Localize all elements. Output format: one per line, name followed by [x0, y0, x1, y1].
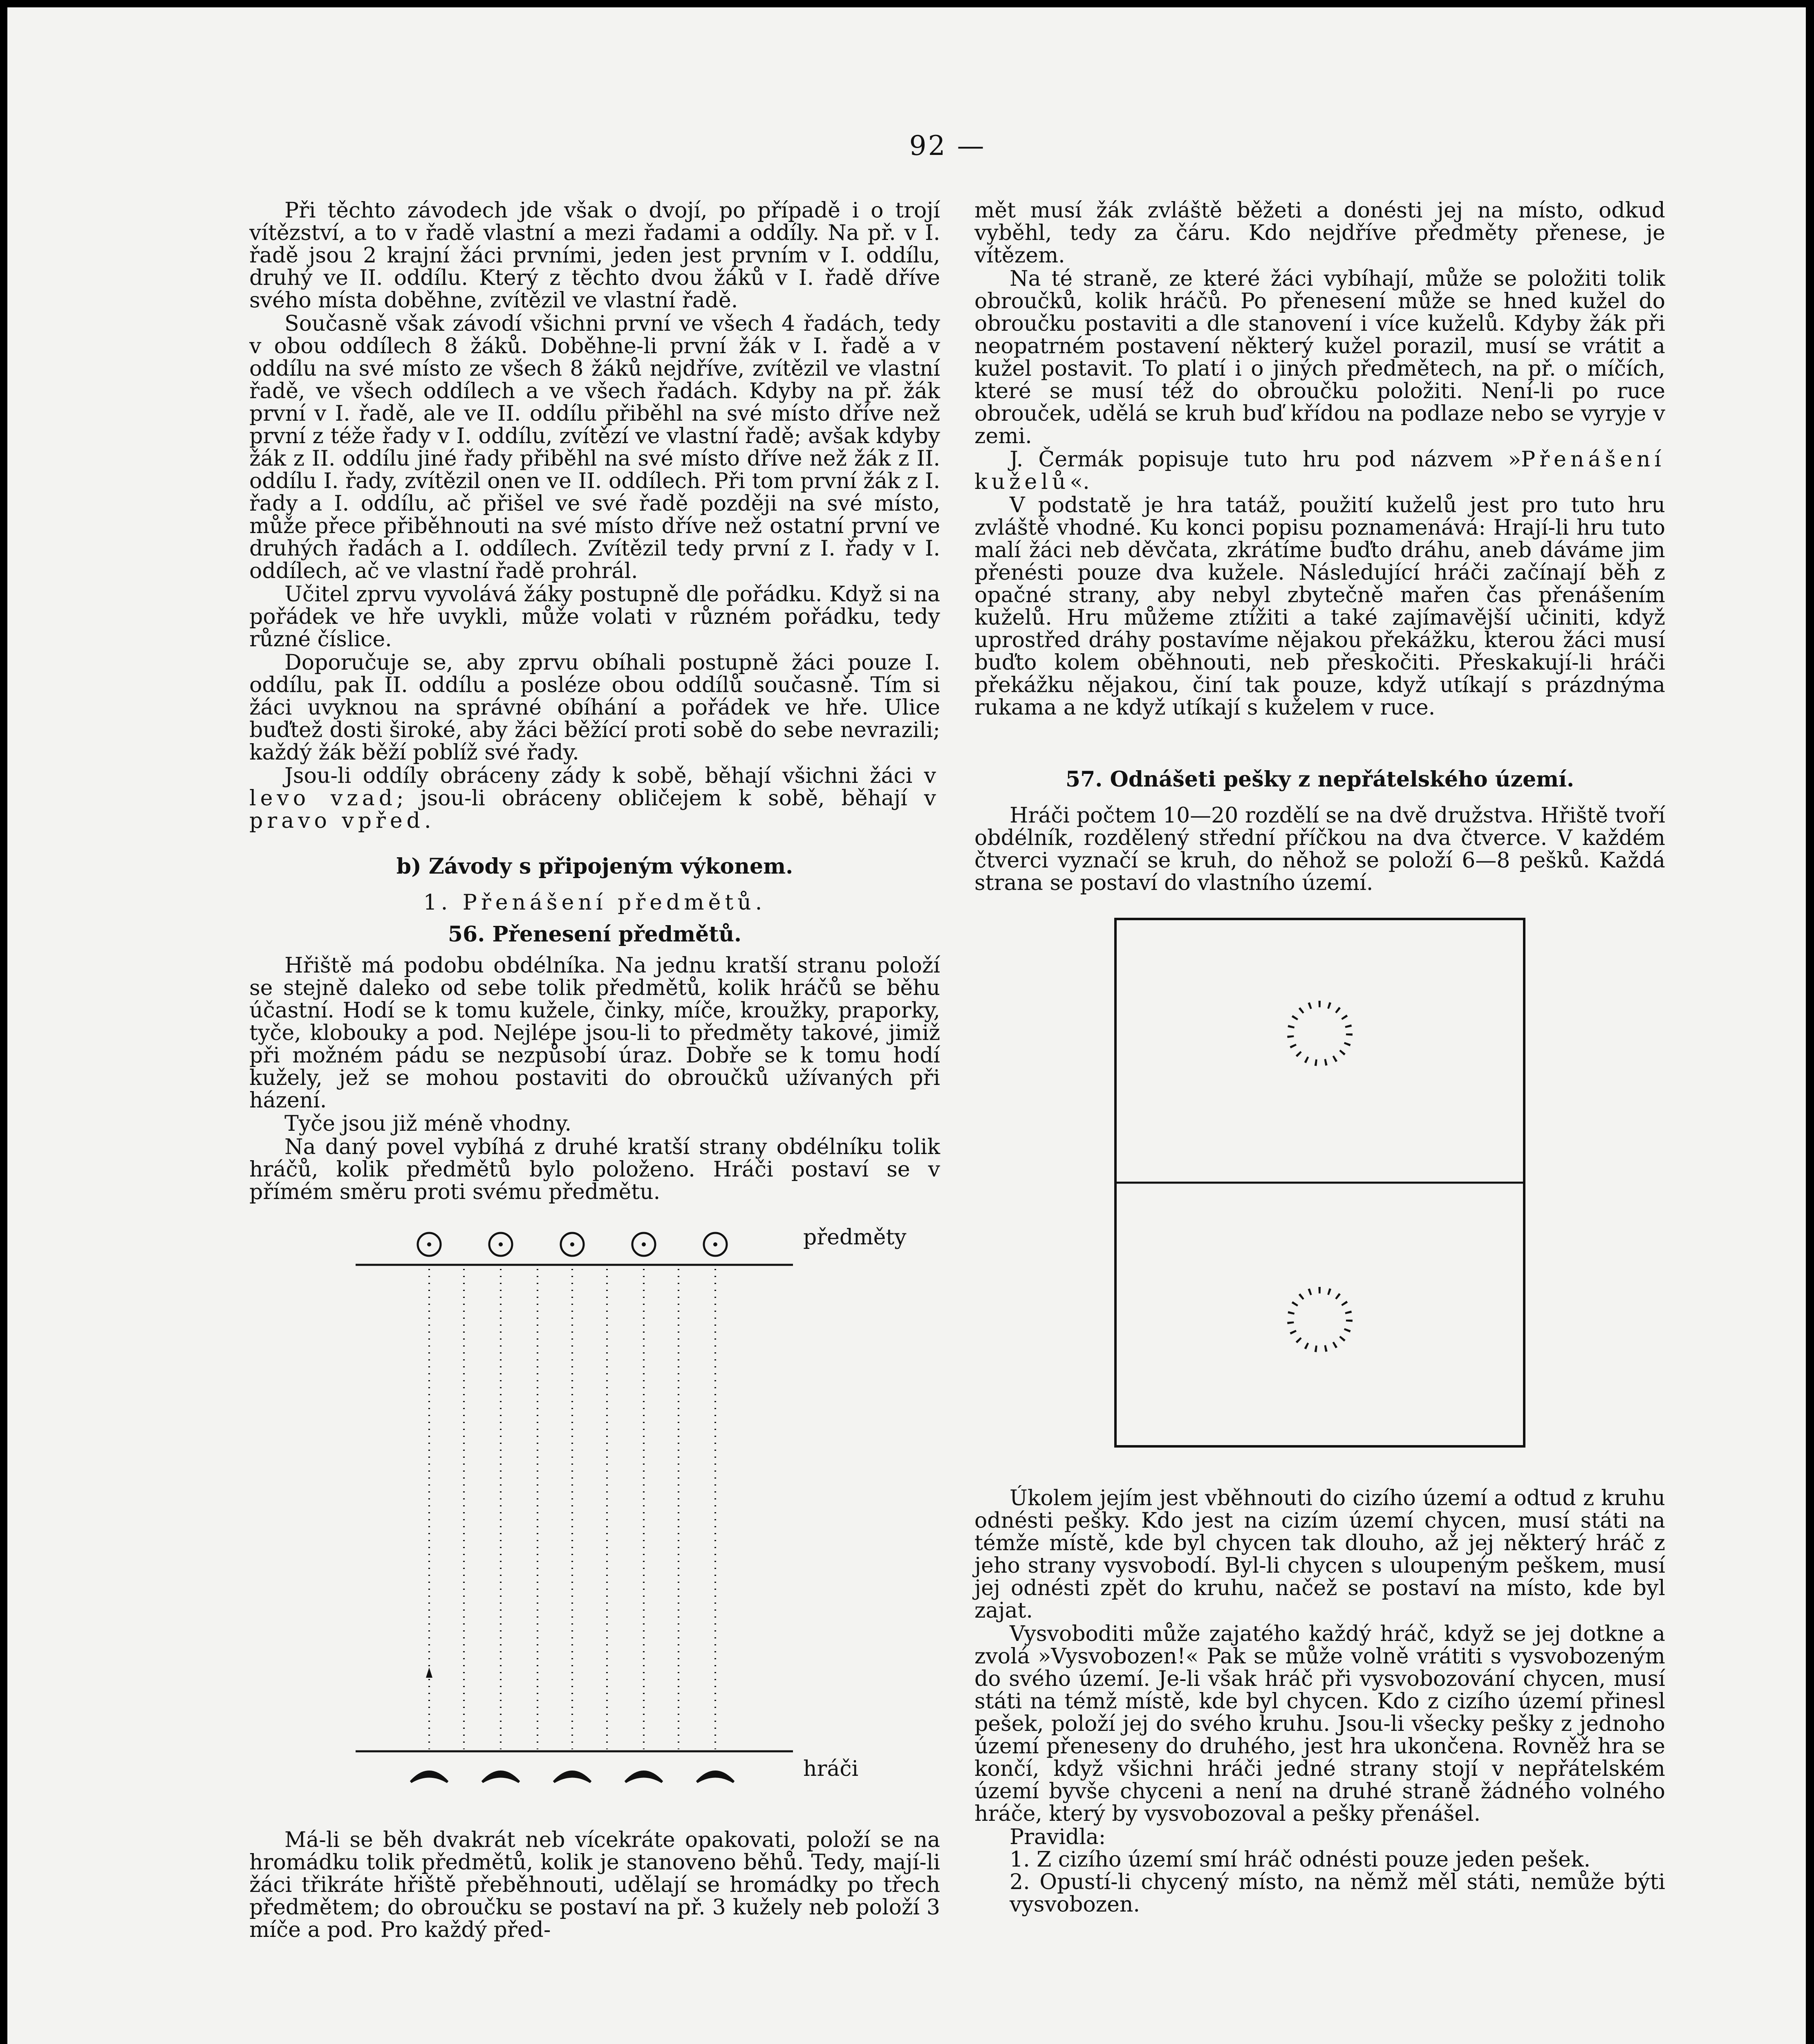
paragraph: V podstatě je hra tatáž, použití kuželů jest pro tuto hru zvláště vhodné. Ku konci popisu poznamenává: Hrají-li hru tuto malí žáci neb děvčata, zkrátíme buďto dráhu, aneb dáváme jim přenésti pouze dva kužele. Následující hráči začínají běh z opačné strany, aby nebyl zbytečně mařen čas přenášením kuželů. Hru můžeme ztížiti a také zajímavější učiniti, když uprostřed dráhy postavíme nějakou překážku, kterou žáci musí buďto kolem oběhnouti, neb přeskočiti. Přeskakují-li hráči překážku nějakou, činí tak pouze, když utíkají s prázdnýma rukama a ne když utíkají s kuželem v ruce. [974, 493, 1665, 720]
subsection-heading: 1. Přenášení předmětů. [423, 890, 766, 915]
paragraph: Současně však závodí všichni první ve všech 4 řadách, tedy v obou oddílech 8 žáků. Doběhne-li první žák v I. řadě a v oddílu na své místo ze všech 8 žáků nejdříve, zvítězil ve vlastní řadě, ve všech oddílech a ve všech řadách. Kdyby na př. žák první v I. řadě, ale ve II. oddílu přiběhl na své místo dříve než první z téže řady v I. oddílu, zvítězí ve vlastní řadě; avšak kdyby žák z II. oddílu jiné řady přiběhl na své místo dříve než žák z II. oddílu I. řady, zvítězil onen ve II. oddílech. Při tom první žák z I. řady a I. oddílu, ač přišel ve své řadě později na své místo, může přece přiběhnouti na své místo dříve než ostatní první ve druhých řadách a I. oddílech. Zvítězil tedy první z I. řady v I. oddílech, ač ve vlastní řadě prohrál. [249, 312, 940, 583]
paragraph: Hřiště má podobu obdélníka. Na jednu kratší stranu položí se stejně daleko od sebe tolik předmětů, kolik hráčů se běhu účastní. Hodí se k tomu kužele, činky, míče, kroužky, praporky, tyče, klobouky a pod. Nejlépe jsou-li to předměty takové, jimiž při možném pádu se nezpůsobí úraz. Dobře se k tomu hodí kužely, jež se mohou postaviti do obroučků užívaných při házení. [249, 953, 940, 1113]
paragraph: Učitel zprvu vyvolává žáky postupně dle pořádku. Když si na pořádek ve hře uvykli, může volati v různém pořádku, tedy různé číslice. [249, 582, 940, 652]
paragraph: Doporučuje se, aby zprvu obíhali postupně žáci pouze I. oddílu, pak II. oddílu a posléze obou oddílů současně. Tím si žáci uvyknou na správné obíhání a pořádek ve hře. Ulice buďtež dosti široké, aby žáci běžící proti sobě do sebe nevrazili; každý žák běží poblíž své řady. [249, 650, 940, 765]
left-column [249, 199, 940, 1941]
paragraph: Tyče jsou již méně vhodny. [284, 1112, 572, 1136]
paragraph: Na daný povel vybíhá z druhé kratší strany obdélníku tolik hráčů, kolik předmětů bylo položeno. Hráči postaví se v přímém směru proti svému předmětu. [249, 1135, 940, 1204]
pin-circle-top [1290, 1004, 1349, 1063]
player-mark [482, 1772, 519, 1782]
lane-lines [429, 1269, 715, 1749]
player-mark [697, 1772, 734, 1782]
player-mark [411, 1772, 448, 1782]
figure-label-objects: předměty [803, 1225, 907, 1250]
game-heading: 56. Přenesení předmětů. [448, 922, 742, 947]
game-title: Přenášení kuželů [974, 447, 1665, 494]
pin-circle-bottom [1290, 1290, 1349, 1349]
right-column [974, 199, 1665, 1916]
paragraph: Má-li se běh dvakrát neb vícekráte opakovati, položí se na hromádku tolik předmětů, kolik je stanoveno běhů. Tedy, mají-li žáci třikráte hřiště přeběhnouti, udělají se hromádky po třech předmětem; do obroučku se postaví na př. 3 kužely neb položí 3 míče a pod. Pro každý před- [249, 1828, 940, 1942]
list-item: 2. Opustí-li chycený místo, na němž měl státi, nemůže býti vysvobozen. [1010, 1870, 1665, 1917]
rules-list [974, 1849, 1665, 1916]
paragraph: Vysvoboditi může zajatého každý hráč, když se jej dotkne a zvolá »Vysvobozen!« Pak se může volně vrátiti s vysvobozeným do svého území. Je-li však hráč při vysvobozování chycen, musí státi na témž místě, kde byl chycen. Kdo z cizího území přinesl pešek, položí jej do svého kruhu. Jsou-li všecky pešky z jednoho území přeneseny do druhého, jest hra ukončena. Rovněž hra se končí, když všichni hráči jedné strany stojí v nepřátelském území byvše chyceni a není na druhé straně žádného volného hráče, který by vysvobozoval a pešky přenášel. [974, 1622, 1665, 1826]
rules-label: Pravidla: [1010, 1825, 1106, 1849]
game-heading: 57. Odnášeti pešky z nepřátelského území. [1065, 767, 1574, 792]
book-page [7, 7, 1806, 2044]
list-item: 1. Z cizího území smí hráč odnésti pouze jeden pešek. [1010, 1847, 1591, 1872]
figure-field [974, 915, 1665, 1459]
paragraph: Jsou-li oddíly obráceny zády k sobě, běhají všichni žáci v levo vzad; jsou-li obráceny obličejem k sobě, běhají v pravo vpřed. [249, 764, 940, 833]
page-number: 92 — [909, 130, 986, 161]
player-mark [554, 1772, 591, 1782]
paragraph: Úkolem jejím jest vběhnouti do cizího území a odtud z kruhu odnésti pešky. Kdo jest na cizím území chycen, musí státi na témže místě, kde byl chycen tak dlouho, až jej některý hráč z jeho strany vysvobodí. Byl-li chycen s uloupeným peškem, musí jej odnésti zpět do kruhu, načež se postaví na místo, kde byl zajat. [974, 1486, 1665, 1623]
paragraph: J. Čermák popisuje tuto hru pod názvem »Přenášení kuželů«. [974, 447, 1665, 494]
direction-term: v levo vzad [249, 764, 940, 811]
paragraph: Na té straně, ze které žáci vybíhají, může se položiti tolik obroučků, kolik hráčů. Po přenesení může se hned kužel do obroučku postaviti a dle stanovení i více kuželů. Kdyby žák při neopatrném postavení některý kužel porazil, musí se vrátit a kužel postavit. To platí i o jiných předmětech, na př. o míčích, které se musí též do obroučku položiti. Není-li po ruce obrouček, udělá se kruh buď křídou na podlaze nebo se vyryje v zemi. [974, 267, 1665, 448]
player-mark [625, 1772, 662, 1782]
direction-term: v pravo vpřed [249, 786, 940, 833]
section-heading: b) Závody s připojeným výkonem. [396, 854, 793, 879]
paragraph: Hráči počtem 10—20 rozdělí se na dvě družstva. Hřiště tvoří obdélník, rozdělený střední příčkou na dva čtverce. V každém čtverci vyznačí se kruh, do něhož se položí 6—8 pešků. Každá strana se postaví do vlastního území. [974, 803, 1665, 895]
paragraph: mět musí žák zvláště běžeti a donésti jej na místo, odkud vyběhl, tedy za čáru. Kdo nejdříve předměty přenese, je vítězem. [974, 198, 1665, 268]
figure-label-players: hráči [803, 1757, 859, 1781]
paragraph: Při těchto závodech jde však o dvojí, po případě i o trojí vítězství, a to v řadě vlastní a mezi řadami a oddíly. Na př. v I. řadě jsou 2 krajní žáci prvními, jeden jest prvním v I. oddílu, druhý ve II. oddílu. Který z těchto dvou žáků v I. řadě dříve svého místa doběhne, zvítězil ve vlastní řadě. [249, 198, 940, 313]
arrow-icon [426, 1667, 432, 1678]
player-marks [411, 1772, 734, 1782]
figure-relay-lanes [249, 1220, 940, 1821]
